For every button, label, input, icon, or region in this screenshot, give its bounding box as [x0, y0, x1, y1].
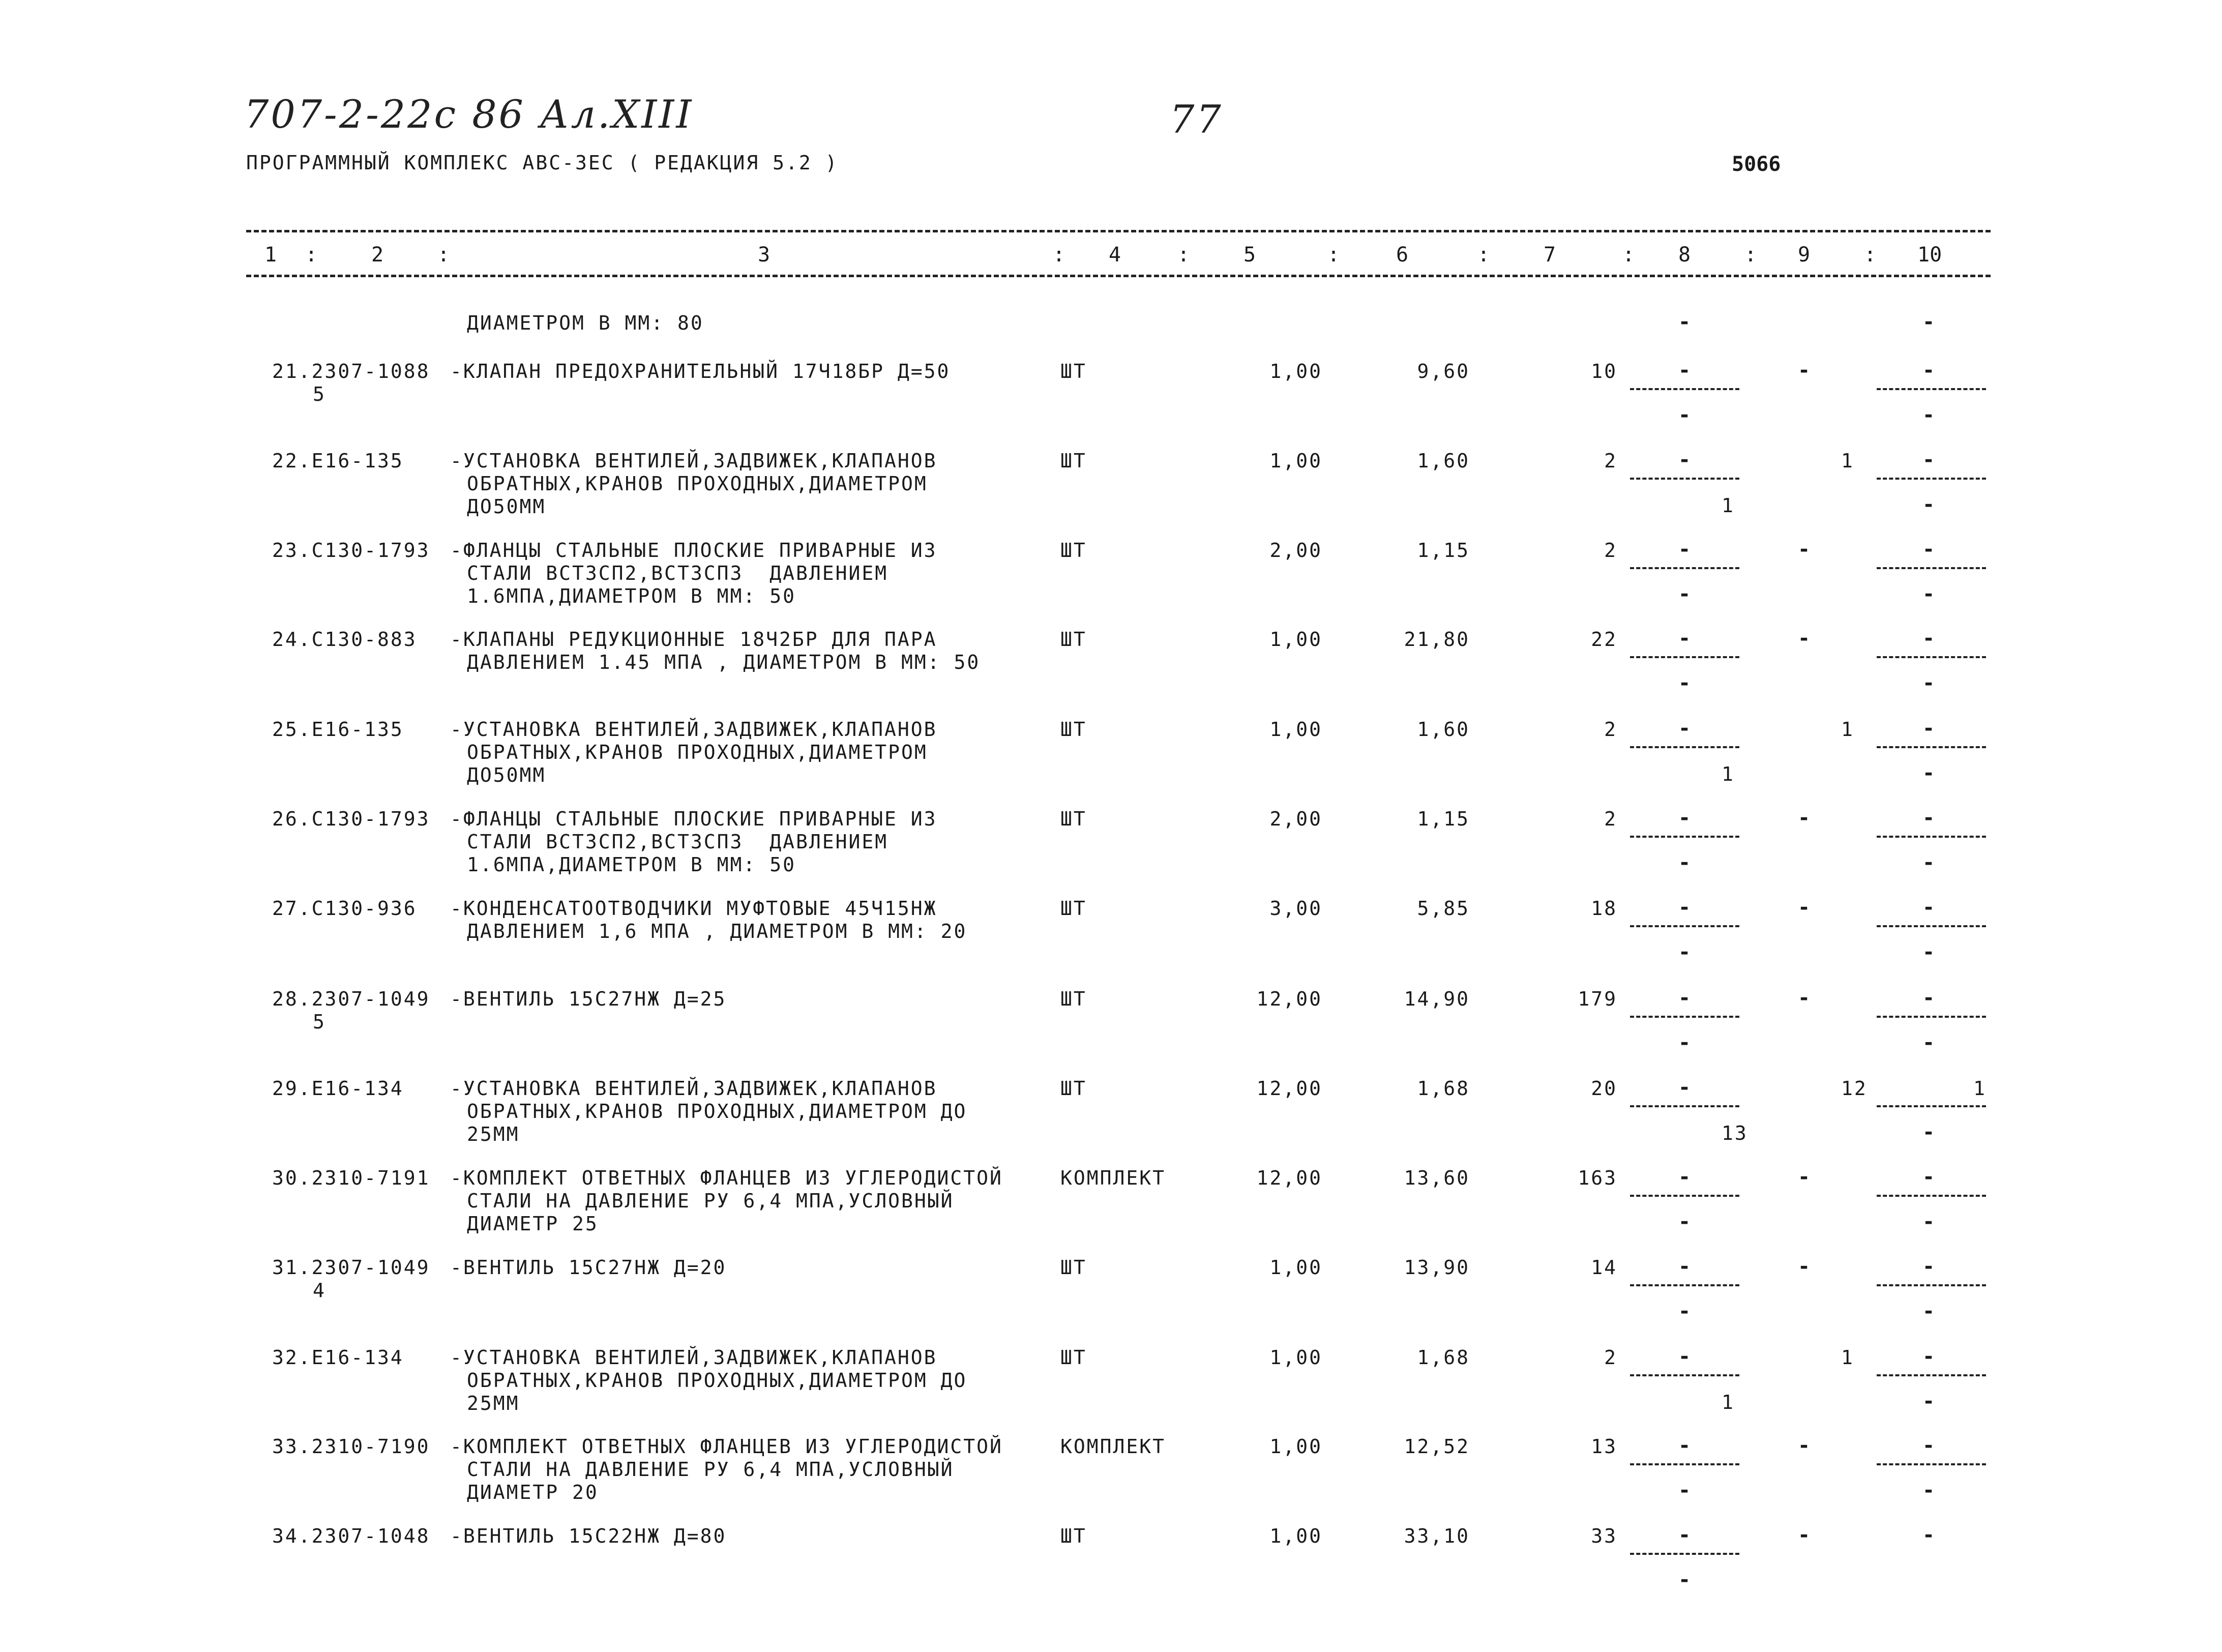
col9-cell: - — [1798, 896, 1811, 919]
quantity-cell: 1,00 — [1269, 1256, 1322, 1279]
col9-cell: 1 — [1841, 1346, 1854, 1369]
column-separator: : — [1327, 243, 1340, 267]
col10-fraction-line — [1877, 1195, 1986, 1197]
quantity-cell: 1,00 — [1269, 718, 1322, 741]
col8-fraction-line — [1630, 1195, 1739, 1197]
description-line: ОБРАТНЫХ,КРАНОВ ПРОХОДНЫХ,ДИАМЕТРОМ — [467, 473, 928, 495]
description-line: 25ММ — [467, 1392, 520, 1414]
total-cell: 10 — [1591, 360, 1617, 382]
total-cell: 2 — [1604, 450, 1617, 472]
col8-upper: - — [1678, 1076, 1691, 1099]
col10-cell: - — [1922, 448, 1935, 471]
column-header-8: 8 — [1678, 243, 1691, 267]
unit-cell: КОМПЛЕКТ — [1060, 1167, 1166, 1189]
col10-fraction-line — [1877, 388, 1986, 390]
col8-lower: - — [1678, 671, 1691, 695]
unit-price-cell: 14,90 — [1404, 988, 1470, 1010]
col8-fraction-line — [1630, 1105, 1739, 1107]
description-line: -ФЛАНЦЫ СТАЛЬНЫЕ ПЛОСКИЕ ПРИВАРНЫЕ ИЗ — [450, 808, 937, 830]
total-cell: 2 — [1604, 1346, 1617, 1369]
col10-fraction-line — [1877, 1463, 1986, 1465]
total-cell: 33 — [1591, 1525, 1617, 1547]
total-cell: 2 — [1604, 718, 1617, 741]
description-line: СТАЛИ ВСТЗСП2,ВСТЗСП3 ДАВЛЕНИЕМ — [467, 831, 888, 853]
description-line: -УСТАНОВКА ВЕНТИЛЕЙ,ЗАДВИЖЕК,КЛАПАНОВ — [450, 1077, 937, 1100]
description-line: -КЛАПАНЫ РЕДУКЦИОННЫЕ 18Ч2БР ДЛЯ ПАРА — [450, 628, 937, 651]
col9-cell: - — [1798, 359, 1811, 382]
col8-lower: - — [1678, 1031, 1691, 1054]
col10-lower: - — [1922, 851, 1935, 874]
col10-cell: - — [1922, 359, 1935, 382]
position-code: 28.2307-1049 — [272, 988, 430, 1010]
col10-fraction-line — [1877, 1016, 1986, 1018]
handwritten-code: 707-2-22с 86 Ал.XIII — [244, 92, 694, 137]
unit-price-cell: 1,68 — [1417, 1077, 1470, 1100]
position-code: 34.2307-1048 — [272, 1525, 430, 1547]
col10-lower: - — [1922, 1390, 1935, 1413]
col10-cell: - — [1922, 627, 1935, 650]
col8-lower-value: 1 — [1722, 1391, 1735, 1413]
total-cell: 14 — [1591, 1256, 1617, 1279]
description-line: -УСТАНОВКА ВЕНТИЛЕЙ,ЗАДВИЖЕК,КЛАПАНОВ — [450, 718, 937, 741]
description-line: -УСТАНОВКА ВЕНТИЛЕЙ,ЗАДВИЖЕК,КЛАПАНОВ — [450, 1346, 937, 1369]
position-code: 33.2310-7190 — [272, 1435, 430, 1458]
column-separator: : — [1864, 243, 1877, 267]
total-cell: 2 — [1604, 808, 1617, 830]
unit-cell: ШТ — [1060, 1077, 1087, 1100]
unit-cell: ШТ — [1060, 988, 1087, 1010]
description-line: 1.6МПА,ДИАМЕТРОМ В ММ: 50 — [467, 585, 796, 607]
col10-fraction-line — [1877, 925, 1986, 927]
col10-cell: 1 — [1973, 1077, 1987, 1100]
col8-lower: - — [1678, 1568, 1691, 1591]
unit-price-cell: 1,60 — [1417, 718, 1470, 741]
column-separator: : — [437, 243, 450, 267]
quantity-cell: 1,00 — [1269, 628, 1322, 651]
quantity-cell: 1,00 — [1269, 1435, 1322, 1458]
total-cell: 2 — [1604, 539, 1617, 562]
col8-fraction-line — [1630, 746, 1739, 748]
unit-price-cell: 21,80 — [1404, 628, 1470, 651]
col8-upper: - — [1678, 359, 1691, 382]
col8-upper: - — [1678, 806, 1691, 830]
col8-lower: - — [1678, 1479, 1691, 1502]
col9-cell: 1 — [1841, 450, 1854, 472]
program-title: ПРОГРАММНЫЙ КОМПЛЕКС АВС-ЗЕС ( РЕДАКЦИЯ 5.2 ) — [246, 152, 839, 174]
column-separator: : — [305, 243, 318, 267]
col10-lower: - — [1922, 1210, 1935, 1233]
col8-fraction-line — [1630, 836, 1739, 838]
col10-fraction-line — [1877, 478, 1986, 480]
column-header-4: 4 — [1109, 243, 1121, 267]
col10-cell: - — [1922, 1255, 1935, 1278]
quantity-cell: 1,00 — [1269, 1346, 1322, 1369]
col10-lower: - — [1922, 940, 1935, 964]
column-separator: : — [1622, 243, 1635, 267]
col8-fraction-line — [1630, 388, 1739, 390]
column-separator: : — [1053, 243, 1065, 267]
col8-lower: - — [1678, 940, 1691, 964]
total-cell: 13 — [1591, 1435, 1617, 1458]
col8-upper: - — [1678, 1345, 1691, 1368]
position-code: 24.С130-883 — [272, 628, 417, 651]
col9-cell: 12 — [1841, 1077, 1868, 1100]
position-code: 30.2310-7191 — [272, 1167, 430, 1189]
col8-lower-value: 13 — [1722, 1122, 1748, 1144]
col10-fraction-line — [1877, 567, 1986, 569]
unit-cell: ШТ — [1060, 539, 1087, 562]
column-header-1: 1 — [264, 243, 277, 267]
position-subcode: 5 — [313, 1011, 326, 1033]
col9-cell: - — [1798, 1434, 1811, 1457]
quantity-cell: 3,00 — [1269, 897, 1322, 920]
position-code: 31.2307-1049 — [272, 1256, 430, 1279]
col8-fraction-line — [1630, 925, 1739, 927]
unit-cell: ШТ — [1060, 1256, 1087, 1279]
description-line: -КОНДЕНСАТООТВОДЧИКИ МУФТОВЫЕ 45Ч15НЖ — [450, 897, 937, 920]
header-bottom-rule — [246, 275, 1991, 277]
description-line: ОБРАТНЫХ,КРАНОВ ПРОХОДНЫХ,ДИАМЕТРОМ ДО — [467, 1100, 967, 1123]
position-code: 23.С130-1793 — [272, 539, 430, 562]
quantity-cell: 1,00 — [1269, 1525, 1322, 1547]
col9-cell: - — [1798, 1255, 1811, 1278]
col8-upper: - — [1678, 1523, 1691, 1547]
description-line: ДИАМЕТР 25 — [467, 1213, 599, 1235]
col10-lower: - — [1922, 761, 1935, 785]
continuation-col10-dash: - — [1922, 310, 1935, 334]
col10-lower: - — [1922, 1300, 1935, 1323]
col10-lower: - — [1922, 582, 1935, 606]
unit-price-cell: 1,15 — [1417, 808, 1470, 830]
description-line: 25ММ — [467, 1123, 520, 1145]
col10-lower: - — [1922, 1479, 1935, 1502]
column-header-2: 2 — [371, 243, 384, 267]
description-line: -УСТАНОВКА ВЕНТИЛЕЙ,ЗАДВИЖЕК,КЛАПАНОВ — [450, 450, 937, 472]
col9-cell: - — [1798, 1165, 1811, 1189]
continuation-col8-dash: - — [1678, 310, 1691, 334]
total-cell: 22 — [1591, 628, 1617, 651]
col10-fraction-line — [1877, 656, 1986, 658]
description-line: СТАЛИ НА ДАВЛЕНИЕ РУ 6,4 МПА,УСЛОВНЫЙ — [467, 1458, 954, 1481]
col10-lower: - — [1922, 671, 1935, 695]
col10-lower: - — [1922, 403, 1935, 427]
sheet-number: 5066 — [1732, 153, 1781, 176]
column-separator: : — [1177, 243, 1190, 267]
col10-cell: - — [1922, 1434, 1935, 1457]
description-line: ДАВЛЕНИЕМ 1.45 МПА , ДИАМЕТРОМ В ММ: 50 — [467, 651, 981, 673]
col10-cell: - — [1922, 538, 1935, 561]
col10-cell: - — [1922, 1165, 1935, 1189]
col9-cell: - — [1798, 1523, 1811, 1547]
col9-cell: - — [1798, 986, 1811, 1010]
position-subcode: 4 — [313, 1279, 326, 1302]
col8-fraction-line — [1630, 1463, 1739, 1465]
col8-upper: - — [1678, 986, 1691, 1010]
column-separator: : — [1477, 243, 1490, 267]
description-line: -КОМПЛЕКТ ОТВЕТНЫХ ФЛАНЦЕВ ИЗ УГЛЕРОДИСТОЙ — [450, 1435, 1003, 1458]
total-cell: 163 — [1578, 1167, 1617, 1189]
col10-lower: - — [1922, 1120, 1935, 1144]
position-code: 25.Е16-135 — [272, 718, 404, 741]
col8-fraction-line — [1630, 478, 1739, 480]
col8-fraction-line — [1630, 1016, 1739, 1018]
position-code: 21.2307-1088 — [272, 360, 430, 382]
unit-price-cell: 13,60 — [1404, 1167, 1470, 1189]
position-code: 27.С130-936 — [272, 897, 417, 920]
unit-cell: КОМПЛЕКТ — [1060, 1435, 1166, 1458]
quantity-cell: 1,00 — [1269, 450, 1322, 472]
col8-upper: - — [1678, 717, 1691, 740]
unit-price-cell: 9,60 — [1417, 360, 1470, 382]
position-code: 22.Е16-135 — [272, 450, 404, 472]
top-rule — [246, 230, 1991, 232]
col8-upper: - — [1678, 1434, 1691, 1457]
col10-lower: - — [1922, 1031, 1935, 1054]
col8-upper: - — [1678, 448, 1691, 471]
column-header-10: 10 — [1917, 243, 1942, 267]
col8-lower: - — [1678, 1300, 1691, 1323]
continuation-line: ДИАМЕТРОМ В ММ: 80 — [467, 312, 704, 334]
column-header-7: 7 — [1544, 243, 1556, 267]
description-line: -ВЕНТИЛЬ 15С27НЖ Д=25 — [450, 988, 727, 1010]
col8-lower: - — [1678, 582, 1691, 606]
description-line: 1.6МПА,ДИАМЕТРОМ В ММ: 50 — [467, 853, 796, 876]
col8-lower: - — [1678, 1210, 1691, 1233]
unit-cell: ШТ — [1060, 1525, 1087, 1547]
col10-cell: - — [1922, 806, 1935, 830]
description-line: -КОМПЛЕКТ ОТВЕТНЫХ ФЛАНЦЕВ ИЗ УГЛЕРОДИСТОЙ — [450, 1167, 1003, 1189]
col8-lower-value: 1 — [1722, 763, 1735, 785]
unit-price-cell: 33,10 — [1404, 1525, 1470, 1547]
col8-lower-value: 1 — [1722, 494, 1735, 517]
col10-lower: - — [1922, 493, 1935, 516]
description-line: -ВЕНТИЛЬ 15С27НЖ Д=20 — [450, 1256, 727, 1279]
col9-cell: - — [1798, 538, 1811, 561]
col8-fraction-line — [1630, 567, 1739, 569]
description-line: ДИАМЕТР 20 — [467, 1481, 599, 1503]
col9-cell: - — [1798, 806, 1811, 830]
col10-fraction-line — [1877, 836, 1986, 838]
quantity-cell: 2,00 — [1269, 539, 1322, 562]
col8-upper: - — [1678, 1255, 1691, 1278]
col10-fraction-line — [1877, 1284, 1986, 1286]
column-separator: : — [1744, 243, 1757, 267]
col10-fraction-line — [1877, 1105, 1986, 1107]
col8-fraction-line — [1630, 656, 1739, 658]
col8-fraction-line — [1630, 1553, 1739, 1555]
unit-price-cell: 13,90 — [1404, 1256, 1470, 1279]
position-subcode: 5 — [313, 383, 326, 405]
description-line: ДО50ММ — [467, 764, 546, 786]
unit-cell: ШТ — [1060, 1346, 1087, 1369]
description-line: ДО50ММ — [467, 495, 546, 518]
handwritten-page-number: 77 — [1170, 97, 1223, 142]
column-header-6: 6 — [1396, 243, 1409, 267]
description-line: СТАЛИ НА ДАВЛЕНИЕ РУ 6,4 МПА,УСЛОВНЫЙ — [467, 1190, 954, 1212]
unit-price-cell: 1,15 — [1417, 539, 1470, 562]
position-code: 32.Е16-134 — [272, 1346, 404, 1369]
position-code: 29.Е16-134 — [272, 1077, 404, 1100]
position-code: 26.С130-1793 — [272, 808, 430, 830]
col10-cell: - — [1922, 986, 1935, 1010]
description-line: -ВЕНТИЛЬ 15С22НЖ Д=80 — [450, 1525, 727, 1547]
col8-upper: - — [1678, 1165, 1691, 1189]
col10-cell: - — [1922, 1523, 1935, 1547]
unit-cell: ШТ — [1060, 450, 1087, 472]
col8-upper: - — [1678, 538, 1691, 561]
quantity-cell: 2,00 — [1269, 808, 1322, 830]
col8-fraction-line — [1630, 1284, 1739, 1286]
col10-cell: - — [1922, 717, 1935, 740]
unit-price-cell: 12,52 — [1404, 1435, 1470, 1458]
unit-cell: ШТ — [1060, 808, 1087, 830]
unit-price-cell: 1,60 — [1417, 450, 1470, 472]
quantity-cell: 12,00 — [1256, 1167, 1322, 1189]
description-line: -ФЛАНЦЫ СТАЛЬНЫЕ ПЛОСКИЕ ПРИВАРНЫЕ ИЗ — [450, 539, 937, 562]
total-cell: 179 — [1578, 988, 1617, 1010]
unit-cell: ШТ — [1060, 360, 1087, 382]
total-cell: 20 — [1591, 1077, 1617, 1100]
description-line: ОБРАТНЫХ,КРАНОВ ПРОХОДНЫХ,ДИАМЕТРОМ ДО — [467, 1369, 967, 1392]
col8-upper: - — [1678, 627, 1691, 650]
description-line: ДАВЛЕНИЕМ 1,6 МПА , ДИАМЕТРОМ В ММ: 20 — [467, 920, 967, 942]
col8-lower: - — [1678, 403, 1691, 427]
unit-price-cell: 5,85 — [1417, 897, 1470, 920]
col9-cell: - — [1798, 627, 1811, 650]
description-line: -КЛАПАН ПРЕДОХРАНИТЕЛЬНЫЙ 17Ч18БР Д=50 — [450, 360, 951, 382]
col8-upper: - — [1678, 896, 1691, 919]
description-line: ОБРАТНЫХ,КРАНОВ ПРОХОДНЫХ,ДИАМЕТРОМ — [467, 741, 928, 763]
quantity-cell: 12,00 — [1256, 1077, 1322, 1100]
col10-cell: - — [1922, 896, 1935, 919]
col9-cell: 1 — [1841, 718, 1854, 741]
col10-fraction-line — [1877, 746, 1986, 748]
quantity-cell: 12,00 — [1256, 988, 1322, 1010]
col10-fraction-line — [1877, 1374, 1986, 1376]
unit-cell: ШТ — [1060, 718, 1087, 741]
column-header-9: 9 — [1798, 243, 1811, 267]
unit-cell: ШТ — [1060, 897, 1087, 920]
unit-price-cell: 1,68 — [1417, 1346, 1470, 1369]
unit-cell: ШТ — [1060, 628, 1087, 651]
col8-lower: - — [1678, 851, 1691, 874]
quantity-cell: 1,00 — [1269, 360, 1322, 382]
description-line: СТАЛИ ВСТЗСП2,ВСТЗСП3 ДАВЛЕНИЕМ — [467, 562, 888, 584]
col10-cell: - — [1922, 1345, 1935, 1368]
col8-fraction-line — [1630, 1374, 1739, 1376]
column-header-3: 3 — [758, 243, 771, 267]
column-header-5: 5 — [1243, 243, 1256, 267]
total-cell: 18 — [1591, 897, 1617, 920]
